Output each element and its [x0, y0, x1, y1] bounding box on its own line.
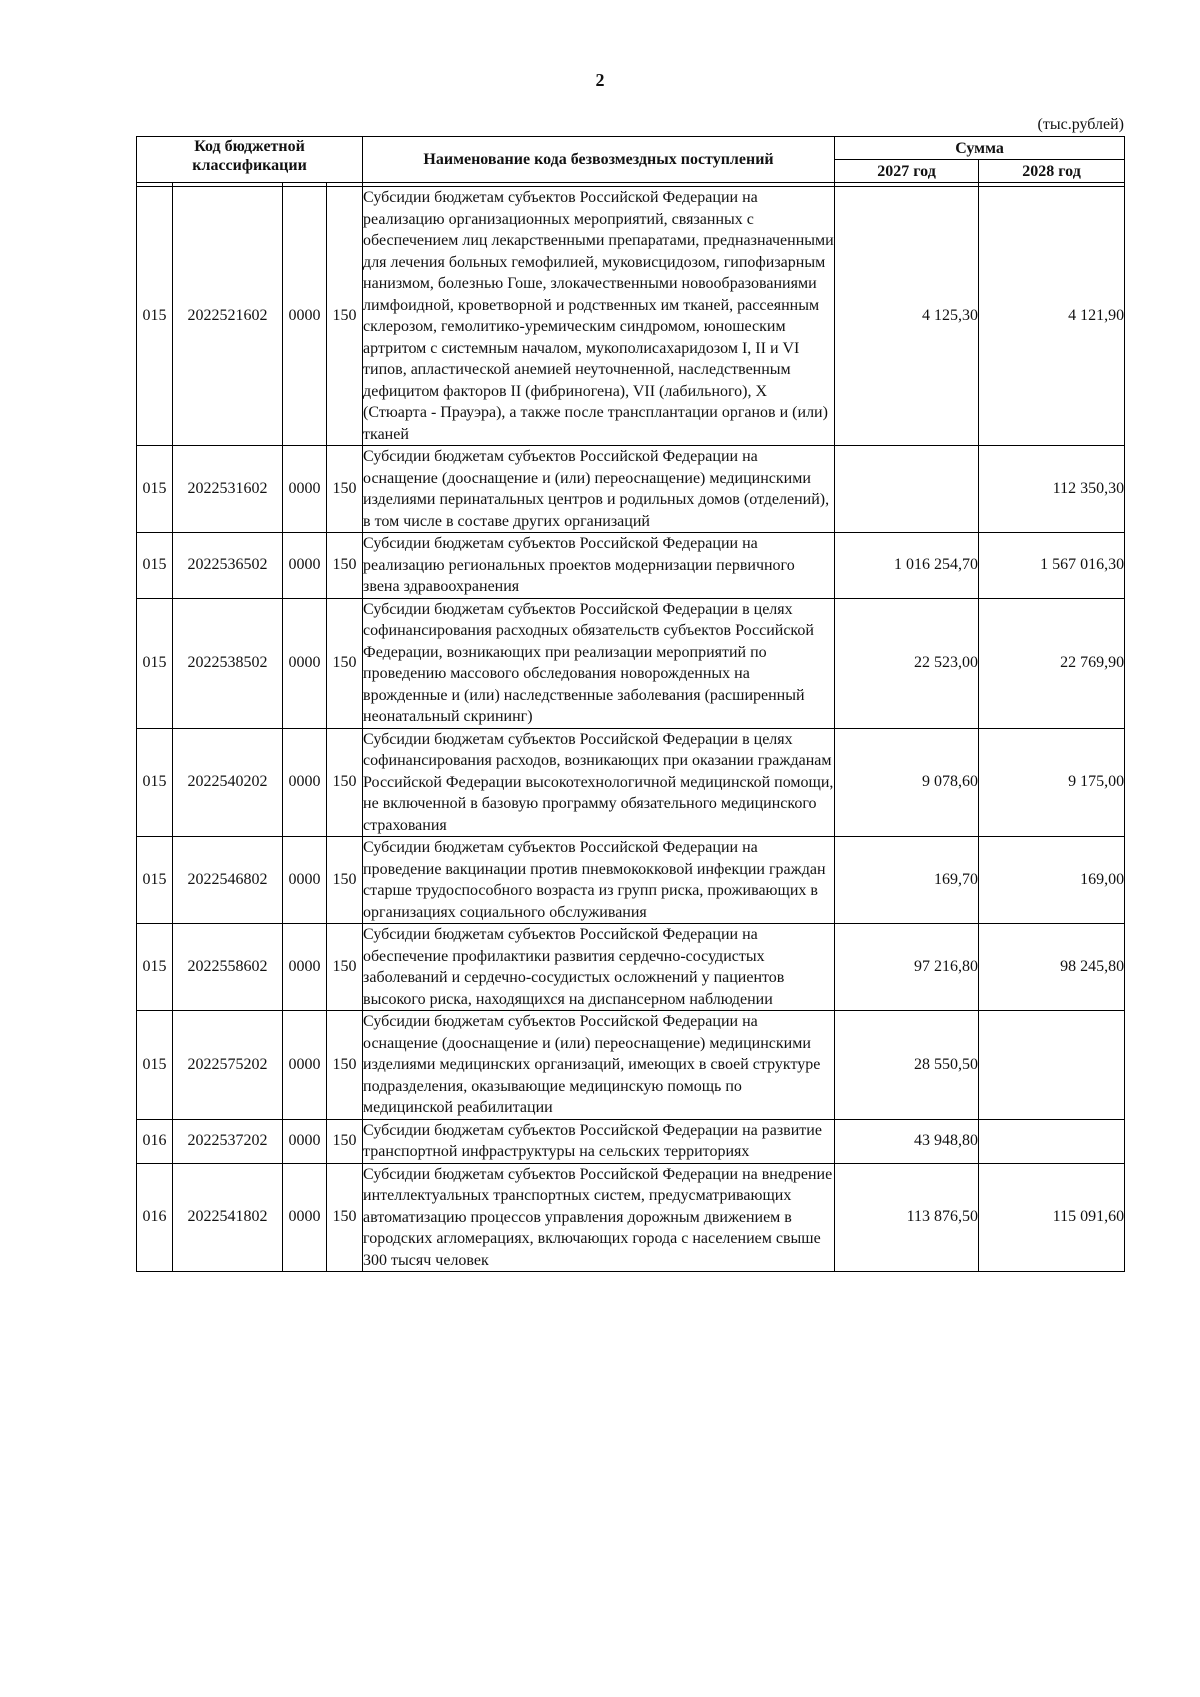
code-econ-cell: 150	[327, 728, 363, 837]
code-program-cell: 0000	[283, 924, 327, 1011]
amount-2027-cell: 28 550,50	[835, 1011, 979, 1120]
code-main-cell: 2022558602	[173, 924, 283, 1011]
code-column-header: Код бюджетной классификации	[137, 137, 363, 183]
amount-2028-cell: 22 769,90	[979, 598, 1125, 728]
amount-2028-cell: 1 567 016,30	[979, 533, 1125, 599]
name-cell: Субсидии бюджетам субъектов Российской Федерации в целях софинансирования расходов, возникающих при оказании гражданам Российской Федерации высокотехнологичной медицинской помощи, не включенной в базовую программу обязательного медицинского страхования	[363, 728, 835, 837]
code-admin-cell: 015	[137, 598, 173, 728]
amount-2028-cell: 115 091,60	[979, 1163, 1125, 1272]
name-cell: Субсидии бюджетам субъектов Российской Федерации на оснащение (дооснащение и (или) переоснащение) медицинскими изделиями медицинских организаций, имеющих в своей структуре подразделения, оказывающие медицинскую помощь по медицинской реабилитации	[363, 1011, 835, 1120]
table-row	[137, 728, 1125, 837]
amount-2027-cell: 97 216,80	[835, 924, 979, 1011]
code-econ-cell: 150	[327, 446, 363, 533]
code-main-cell: 2022575202	[173, 1011, 283, 1120]
amount-2028-cell	[979, 1011, 1125, 1120]
table-row	[137, 837, 1125, 924]
amount-2028-cell: 112 350,30	[979, 446, 1125, 533]
table-header	[137, 137, 1125, 183]
budget-table	[136, 136, 1125, 1272]
code-program-cell: 0000	[283, 1011, 327, 1120]
table-row	[137, 1011, 1125, 1120]
code-econ-cell: 150	[327, 1119, 363, 1163]
name-cell: Субсидии бюджетам субъектов Российской Федерации на проведение вакцинации против пневмококковой инфекции граждан старше трудоспособного возраста из групп риска, проживающих в организациях социального обслуживания	[363, 837, 835, 924]
name-cell: Субсидии бюджетам субъектов Российской Федерации на обеспечение профилактики развития сердечно-сосудистых заболеваний и сердечно-сосудистых осложнений у пациентов высокого риска, находящихся на диспансерном наблюдении	[363, 924, 835, 1011]
code-program-cell: 0000	[283, 187, 327, 446]
table-row	[137, 533, 1125, 599]
code-main-cell: 2022537202	[173, 1119, 283, 1163]
name-cell: Субсидии бюджетам субъектов Российской Федерации на реализацию региональных проектов модернизации первичного звена здравоохранения	[363, 533, 835, 599]
code-main-cell: 2022538502	[173, 598, 283, 728]
name-cell: Субсидии бюджетам субъектов Российской Федерации на оснащение (дооснащение и (или) переоснащение) медицинскими изделиями перинатальных центров и родильных домов (отделений), в том числе в составе других организаций	[363, 446, 835, 533]
code-admin-cell: 015	[137, 837, 173, 924]
table-row	[137, 924, 1125, 1011]
code-main-cell: 2022546802	[173, 837, 283, 924]
table-body	[137, 183, 1125, 1272]
code-main-cell: 2022521602	[173, 187, 283, 446]
code-admin-cell: 015	[137, 533, 173, 599]
year-2027-header: 2027 год	[835, 160, 979, 183]
amount-2028-cell: 9 175,00	[979, 728, 1125, 837]
code-program-cell: 0000	[283, 1163, 327, 1272]
code-admin-cell: 015	[137, 446, 173, 533]
amount-2028-cell: 98 245,80	[979, 924, 1125, 1011]
code-admin-cell: 015	[137, 728, 173, 837]
amount-2027-cell: 43 948,80	[835, 1119, 979, 1163]
code-main-cell: 2022536502	[173, 533, 283, 599]
code-admin-cell: 016	[137, 1163, 173, 1272]
table-row	[137, 1163, 1125, 1272]
amount-2028-cell: 4 121,90	[979, 187, 1125, 446]
page-number: 2	[595, 70, 605, 90]
name-cell: Субсидии бюджетам субъектов Российской Федерации в целях софинансирования расходных обязательств субъектов Российской Федерации, возникающих при реализации мероприятий по проведению массового обследования новорожденных на врожденные и (или) наследственные заболевания (расширенный неонатальный скрининг)	[363, 598, 835, 728]
amount-2027-cell: 4 125,30	[835, 187, 979, 446]
code-econ-cell: 150	[327, 1011, 363, 1120]
code-program-cell: 0000	[283, 446, 327, 533]
table-row	[137, 1119, 1125, 1163]
amount-2027-cell: 9 078,60	[835, 728, 979, 837]
code-econ-cell: 150	[327, 1163, 363, 1272]
code-econ-cell: 150	[327, 187, 363, 446]
amount-2027-cell: 1 016 254,70	[835, 533, 979, 599]
code-program-cell: 0000	[283, 533, 327, 599]
amount-2028-cell: 169,00	[979, 837, 1125, 924]
name-column-header: Наименование кода безвозмездных поступлений	[363, 137, 835, 183]
amount-2027-cell	[835, 446, 979, 533]
code-program-cell: 0000	[283, 598, 327, 728]
code-econ-cell: 150	[327, 598, 363, 728]
table-row	[137, 187, 1125, 446]
code-program-cell: 0000	[283, 728, 327, 837]
code-econ-cell: 150	[327, 924, 363, 1011]
code-program-cell: 0000	[283, 1119, 327, 1163]
name-cell: Субсидии бюджетам субъектов Российской Федерации на развитие транспортной инфраструктуры на сельских территориях	[363, 1119, 835, 1163]
table-row	[137, 446, 1125, 533]
code-program-cell: 0000	[283, 837, 327, 924]
name-cell: Субсидии бюджетам субъектов Российской Федерации на реализацию организационных мероприятий, связанных с обеспечением лиц лекарственными препаратами, предназначенными для лечения больных гемофилией, муковисцидозом, гипофизарным нанизмом, болезнью Гоше, злокачественными новообразованиями лимфоидной, кроветворной и родственных им тканей, рассеянным склерозом, гемолитико-уремическим синдромом, юношеским артритом с системным началом, мукополисахаридозом I, II и VI типов, апластической анемией неуточненной, наследственным дефицитом факторов II (фибриногена), VII (лабильного), X (Стюарта - Прауэра), а также после трансплантации органов и (или) тканей	[363, 187, 835, 446]
table-row	[137, 598, 1125, 728]
code-admin-cell: 015	[137, 924, 173, 1011]
name-cell: Субсидии бюджетам субъектов Российской Федерации на внедрение интеллектуальных транспортных систем, предусматривающих автоматизацию процессов управления дорожным движением в городских агломерациях, включающих города с населением свыше 300 тысяч человек	[363, 1163, 835, 1272]
year-2028-header: 2028 год	[979, 160, 1125, 183]
sum-column-header: Сумма	[835, 137, 1125, 160]
amount-2027-cell: 22 523,00	[835, 598, 979, 728]
amount-2028-cell	[979, 1119, 1125, 1163]
code-econ-cell: 150	[327, 533, 363, 599]
code-admin-cell: 015	[137, 1011, 173, 1120]
code-main-cell: 2022541802	[173, 1163, 283, 1272]
units-label: (тыс.рублей)	[1037, 116, 1124, 133]
code-main-cell: 2022540202	[173, 728, 283, 837]
code-admin-cell: 015	[137, 187, 173, 446]
code-admin-cell: 016	[137, 1119, 173, 1163]
amount-2027-cell: 113 876,50	[835, 1163, 979, 1272]
code-econ-cell: 150	[327, 837, 363, 924]
code-main-cell: 2022531602	[173, 446, 283, 533]
amount-2027-cell: 169,70	[835, 837, 979, 924]
